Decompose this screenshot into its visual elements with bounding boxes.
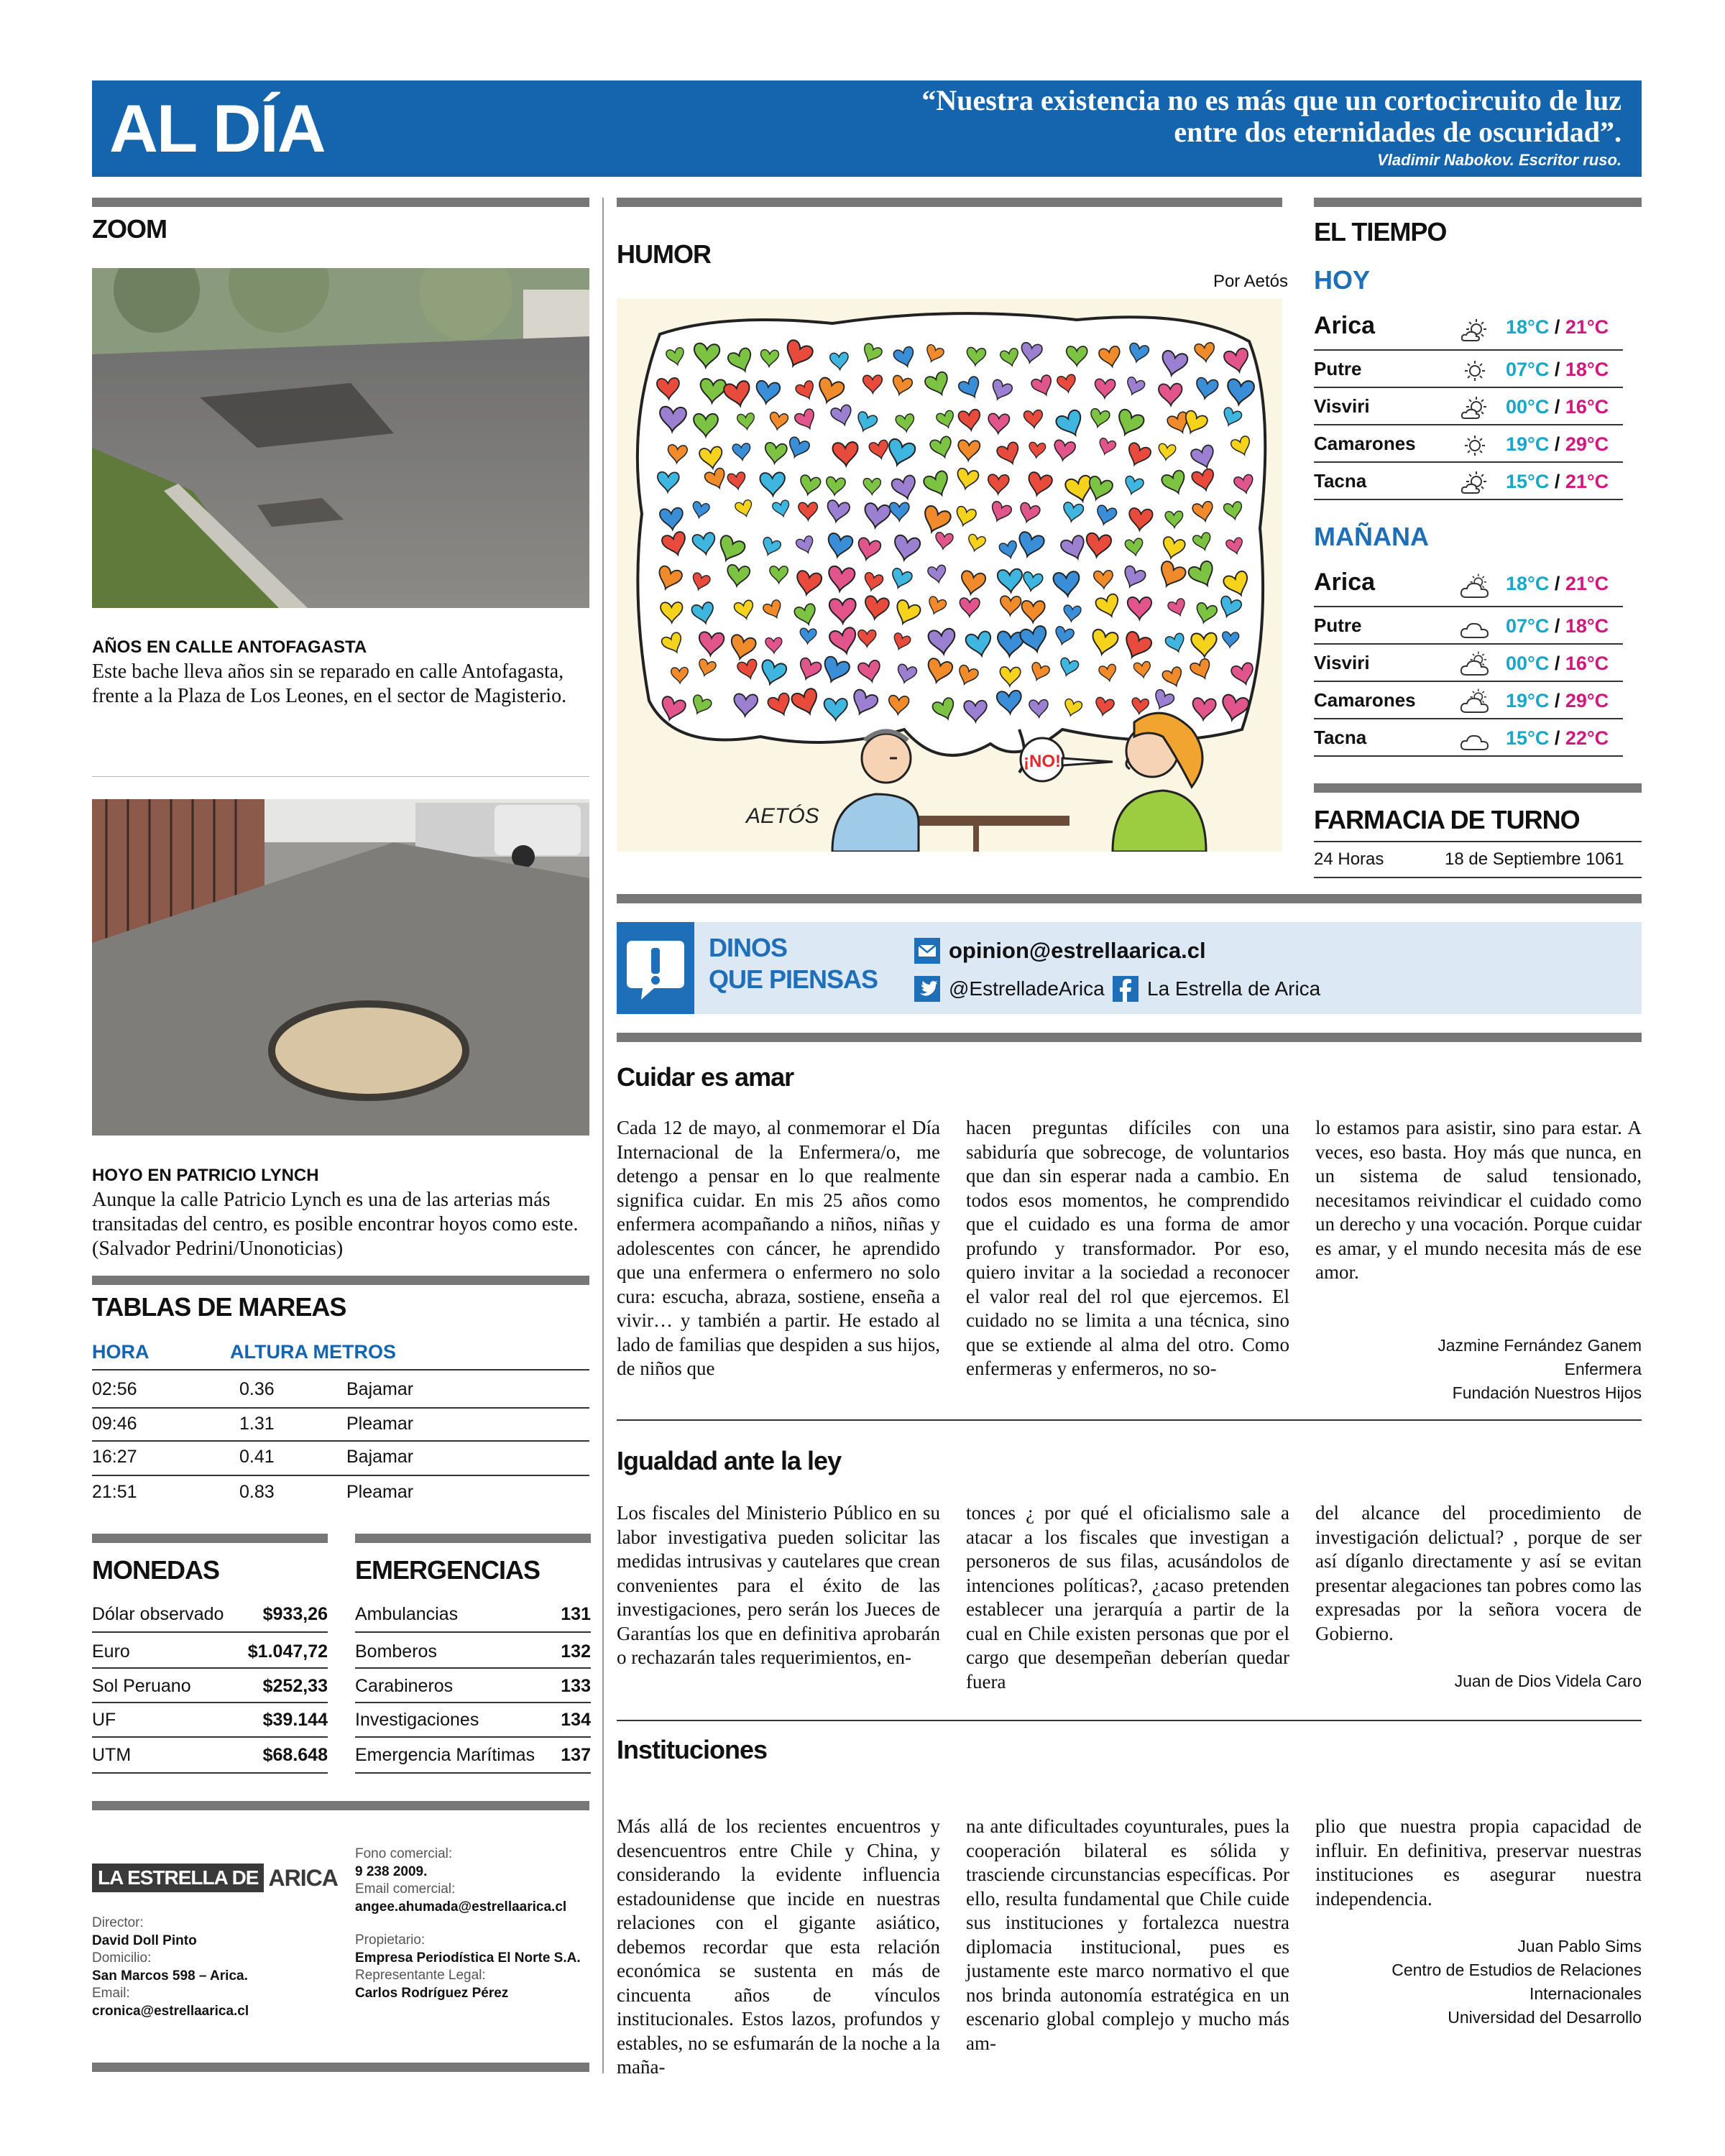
letters-top-bar [617, 1033, 1642, 1042]
divider [1314, 681, 1623, 682]
exclamation-bubble-icon [617, 922, 694, 1014]
cloud-icon [1459, 725, 1491, 754]
email-commercial-value: angee.ahumada@estrellaarica.cl [355, 1899, 567, 1915]
phone-value: 9 238 2009. [355, 1864, 428, 1879]
currency-name: UTM [92, 1745, 132, 1765]
divider [1314, 606, 1623, 607]
owner-label: Propietario: [355, 1932, 426, 1948]
partly-cloudy-icon [1459, 688, 1491, 717]
pharmacy-address: 18 de Septiembre 1061 [1445, 849, 1624, 869]
letter-3-author-org-2: Internacionales [1530, 1984, 1642, 2003]
temp-low: 19°C [1506, 433, 1550, 455]
emergency-number: 137 [561, 1745, 591, 1765]
temp-high: 21°C [1565, 471, 1609, 492]
letter-3-title: Instituciones [617, 1735, 768, 1764]
divider [1314, 877, 1642, 878]
divider [355, 1736, 591, 1738]
tide-type: Bajamar [346, 1379, 414, 1399]
zoom-caption-text-2: Aunque la calle Patricio Lynch es una de las arterias más transitadas del centro, es posible encontrar hoyos como este. (Salvador Pedrini/Unonoticias) [92, 1189, 579, 1260]
letter-1-author-org: Fundación Nuestros Hijos [1452, 1383, 1642, 1402]
emergency-number: 132 [561, 1641, 591, 1662]
divider [1314, 349, 1623, 351]
divider [92, 1772, 328, 1774]
tides-top-bar [92, 1276, 589, 1285]
weather-city: Visviri [1314, 395, 1370, 417]
masthead-top-bar [92, 1801, 589, 1810]
contact-twitter[interactable] [914, 976, 1105, 1002]
currency-row [92, 1676, 328, 1697]
weather-temps: 15°C / 22°C [1506, 727, 1609, 749]
tides-col-height: ALTURA METROS [230, 1341, 396, 1363]
partly-sunny-icon [1459, 394, 1491, 423]
divider [92, 1736, 328, 1738]
zoom-photo-antofagasta [92, 268, 589, 608]
owner-value: Empresa Periodística El Norte S.A. [355, 1950, 581, 1966]
currency-row [92, 1604, 328, 1625]
currency-row [92, 1710, 328, 1731]
address-label: Domicilio: [92, 1950, 152, 1966]
weather-city: Putre [1314, 358, 1362, 379]
letter-1-col-3: lo estamos para asistir, sino para estar. A veces, eso basta. Hoy más que nunca, en un sistema de salud tensionado, necesitamos reivindicar el cuidado como un derecho y una vocación. Porque cuidar es amar, y el mundo necesita más de ese amor. [1315, 1117, 1642, 1283]
letter-1-signature [1315, 1334, 1642, 1405]
letter-2-col-2: tonces ¿ por qué el oficialismo sale a atacar a los fiscales que investigan a personeros de sus filas, acusándolos de intenciones políticas?, ¿acaso pretenden establecer una jerarquía a partir de la cual en Chile existen personas que por el cargo que desempeñan deberían quedar fuera [966, 1502, 1289, 1692]
partly-sunny-icon [1459, 469, 1491, 497]
currencies-title: MONEDAS [92, 1555, 220, 1585]
divider [1314, 387, 1623, 388]
emergency-row [355, 1604, 591, 1625]
weather-city: Camarones [1314, 689, 1416, 711]
divider [92, 1475, 589, 1476]
divider [92, 1407, 589, 1409]
speech-bubble-text: ¡NO! [1024, 752, 1061, 771]
masthead-commercial [355, 1846, 581, 2002]
divider [617, 1720, 1642, 1721]
column-divider [602, 198, 604, 2073]
tide-height: 0.36 [239, 1379, 275, 1399]
temp-low: 00°C [1506, 653, 1550, 674]
emergency-row [355, 1676, 591, 1697]
divider [1314, 424, 1623, 425]
letter-2-signature [1315, 1669, 1642, 1693]
contact-email-text: opinion@estrellaarica.cl [949, 938, 1206, 963]
letter-1-col-1: Cada 12 de mayo, al conmemorar el Día Internacional de la Enfermera/o, me detengo a pensar en lo que realmente significa cuidar. En mis 25 años como enfermera acompañando a niños, niñas y adolescentes con cáncer, he aprendido que una enfermera o enfermero no solo cura: escucha, abraza, sostiene, enseña a vivir… y también a partir. He estado al lado de familias que despiden a sus hijos, de niños que [617, 1117, 940, 1379]
tide-time: 16:27 [92, 1447, 137, 1467]
emergency-name: Carabineros [355, 1676, 454, 1696]
temp-high: 29°C [1565, 690, 1609, 711]
weather-temps: 07°C / 18°C [1506, 615, 1609, 637]
legal-value: Carlos Rodríguez Pérez [355, 1985, 509, 2001]
temp-high: 29°C [1565, 433, 1609, 455]
currency-name: UF [92, 1710, 116, 1730]
divider [92, 1631, 328, 1633]
weather-today-label: HOY [1314, 265, 1371, 295]
letter-3-author-org-1: Centro de Estudios de Relaciones [1392, 1961, 1642, 1979]
pharmacy-hours: 24 Horas [1314, 849, 1384, 869]
zoom-caption-title-2: HOYO EN PATRICIO LYNCH [92, 1166, 319, 1185]
temp-low: 15°C [1506, 471, 1550, 492]
director-name: David Doll Pinto [92, 1932, 197, 1948]
weather-temps: 00°C / 16°C [1506, 653, 1609, 674]
emergency-name: Emergencia Marítimas [355, 1745, 535, 1765]
emergency-name: Bomberos [355, 1641, 437, 1662]
emergency-name: Investigaciones [355, 1710, 479, 1730]
currency-name: Sol Peruano [92, 1676, 191, 1696]
emergency-row [355, 1745, 591, 1766]
partly-cloudy-icon [1459, 650, 1491, 679]
email-label: Email: [92, 1986, 130, 2001]
quote-author: Vladimir Nabokov. Escritor ruso. [1377, 151, 1622, 169]
tide-time: 09:46 [92, 1414, 137, 1434]
letter-1-col-2: hacen preguntas difíciles con una sabiduría que sobrecoge, de voluntarios que dan sin esperar nada a cambio. En todos esos momentos, he comprendido que el cuidado es una forma de amor profundo y transformador. Por eso, quiero invitar a la sociedad a reconocer el valor real del rol que ejercemos. El cuidado no se limita a una técnica, sino que se extiende al alma del otro. Como enfermeras y enfermeros, no so- [966, 1117, 1289, 1379]
letter-3-col-1: Más allá de los recientes encuentros y desencuentros entre Chile y China, y considerando la evidente influencia estadounidense que incide en nuestras relaciones con el gigante asiático, debemos recordar que esta relación económica se sustenta en más de cincuenta años de vínculos institucionales. Estos lazos, profundos y estables, no se esfumarán de la noche a la maña- [617, 1815, 940, 2078]
emergency-number: 133 [561, 1676, 591, 1696]
divider [92, 1440, 589, 1442]
letter-3-col-3: plio que nuestra propia capacidad de influir. En definitiva, preservar nuestras instituciones es asegurar nuestra independencia. [1315, 1815, 1642, 1909]
tide-time: 21:51 [92, 1482, 137, 1502]
humor-top-bar [617, 198, 1282, 207]
sun-icon [1459, 431, 1491, 460]
zoom-top-bar [92, 198, 589, 207]
currency-name: Euro [92, 1641, 130, 1662]
emergencies-title: EMERGENCIAS [355, 1555, 540, 1585]
humor-byline: Por Aetós [1213, 272, 1288, 291]
letter-1-author: Jazmine Fernández Ganem [1438, 1336, 1642, 1355]
contact-facebook[interactable] [1113, 976, 1320, 1002]
temp-high: 16°C [1565, 653, 1609, 674]
letter-1-author-role: Enfermera [1564, 1360, 1642, 1378]
weather-city: Putre [1314, 614, 1362, 636]
partly-sunny-icon [1459, 316, 1491, 345]
divider [617, 1419, 1642, 1421]
currency-value: $933,26 [262, 1604, 328, 1624]
tides-col-hour: HORA [92, 1341, 150, 1363]
weather-temps: 18°C / 21°C [1506, 573, 1609, 594]
weather-temps: 18°C / 21°C [1506, 316, 1609, 338]
letter-2-author: Juan de Dios Videla Caro [1454, 1672, 1642, 1690]
quote-line-2: entre dos eternidades de oscuridad”. [1174, 116, 1622, 148]
divider [92, 1702, 328, 1703]
currency-row [92, 1641, 328, 1662]
contact-box [617, 922, 1642, 1014]
divider [355, 1702, 591, 1703]
divider [1314, 755, 1623, 757]
emergency-row [355, 1641, 591, 1662]
currency-name: Dólar observado [92, 1604, 224, 1624]
weather-city: Tacna [1314, 727, 1367, 748]
temp-low: 07°C [1506, 359, 1550, 380]
divider [92, 776, 589, 777]
divider [1314, 841, 1642, 842]
cartoon-signature: AETÓS [746, 804, 819, 828]
temp-high: 18°C [1565, 359, 1609, 380]
zoom-caption-text-1: Este bache lleva años sin se reparado en calle Antofagasta, frente a la Plaza de Los Leones, en el sector de Magisterio. [92, 660, 567, 707]
weather-city: Visviri [1314, 652, 1370, 673]
email-commercial-label: Email comercial: [355, 1881, 456, 1897]
currencies-top-bar [92, 1534, 328, 1543]
letter-3-author: Juan Pablo Sims [1517, 1937, 1642, 1955]
tide-height: 1.31 [239, 1414, 275, 1434]
contact-email[interactable] [914, 938, 1206, 964]
currency-value: $68.648 [262, 1745, 328, 1765]
contact-icon-block [617, 922, 694, 1014]
weather-temps: 00°C / 16°C [1506, 396, 1609, 418]
weather-tomorrow-label: MAÑANA [1314, 522, 1429, 551]
temp-high: 18°C [1565, 615, 1609, 637]
weather-temps: 15°C / 21°C [1506, 471, 1609, 492]
logo-left: LA ESTRELLA DE [92, 1864, 264, 1892]
letter-1-title: Cuidar es amar [617, 1062, 794, 1092]
divider [1314, 461, 1623, 463]
contact-title-line-1: DINOS [709, 933, 788, 962]
weather-top-bar [1314, 198, 1642, 207]
tide-time: 02:56 [92, 1379, 137, 1399]
divider [355, 1631, 591, 1633]
divider [355, 1667, 591, 1669]
currency-value: $252,33 [262, 1676, 328, 1696]
masthead-bottom-bar [92, 2063, 589, 2072]
weather-city: Arica [1314, 568, 1376, 596]
partly-cloudy-icon [1459, 573, 1491, 602]
tides-title: TABLAS DE MAREAS [92, 1292, 346, 1322]
temp-low: 00°C [1506, 396, 1550, 418]
divider [92, 1667, 328, 1669]
email-value: cronica@estrellaarica.cl [92, 2003, 249, 2019]
zoom-title: ZOOM [92, 214, 167, 244]
temp-high: 21°C [1565, 573, 1609, 594]
weather-city: Arica [1314, 312, 1376, 339]
divider [1314, 718, 1623, 719]
weather-temps: 19°C / 29°C [1506, 433, 1609, 455]
contact-twitter-text: @EstrelladeArica [949, 977, 1105, 1000]
weather-city: Tacna [1314, 470, 1367, 492]
newspaper-logo [92, 1863, 338, 1893]
quote-line-1: “Nuestra existencia no es más que un cortocircuito de luz [921, 84, 1622, 116]
tide-height: 0.83 [239, 1482, 275, 1502]
emergencies-top-bar [355, 1534, 591, 1543]
tide-type: Pleamar [346, 1482, 414, 1502]
divider [1314, 643, 1623, 645]
temp-low: 18°C [1506, 316, 1550, 338]
temp-high: 21°C [1565, 316, 1609, 338]
humor-title: HUMOR [617, 239, 711, 269]
currency-value: $39.144 [262, 1710, 328, 1730]
phone-label: Fono comercial: [355, 1846, 453, 1861]
weather-temps: 07°C / 18°C [1506, 359, 1609, 380]
currency-row [92, 1745, 328, 1766]
humor-cartoon [617, 298, 1282, 852]
tide-type: Pleamar [346, 1414, 414, 1434]
letter-3-author-org-3: Universidad del Desarrollo [1448, 2008, 1642, 2027]
emergency-number: 131 [561, 1604, 591, 1624]
masthead-staff [92, 1915, 249, 2020]
emergency-name: Ambulancias [355, 1604, 459, 1624]
weather-title: EL TIEMPO [1314, 217, 1447, 247]
zoom-caption-title-1: AÑOS EN CALLE ANTOFAGASTA [92, 637, 367, 657]
divider [92, 1369, 589, 1370]
letter-2-col-3: del alcance del procedimiento de investigación delictual? , porque de ser así díganlo directamente y así se evitan presentar alegaciones tan pobres como las expresadas por la señora vocera de Gobierno. [1315, 1502, 1642, 1644]
weather-temps: 19°C / 29°C [1506, 690, 1609, 711]
divider [1314, 499, 1623, 500]
letter-2-col-1: Los fiscales del Ministerio Público en su labor investigativa pueden solicitar las medidas intrusivas y cautelares que crean convenientes para el éxito de las investigaciones, pero serán los Jueces de Garantías los que en definitiva aprobarán o rechazarán tales requerimientos, en- [617, 1502, 940, 1668]
pharmacy-top-bar [1314, 783, 1642, 793]
pharmacy-title: FARMACIA DE TURNO [1314, 805, 1580, 834]
letter-3-signature [1315, 1935, 1642, 2030]
emergency-number: 134 [561, 1710, 591, 1730]
divider [355, 1772, 591, 1774]
cloud-icon [1459, 613, 1491, 642]
section-header [92, 80, 1642, 177]
temp-low: 19°C [1506, 690, 1550, 711]
twitter-icon [914, 976, 940, 1002]
temp-low: 18°C [1506, 573, 1550, 594]
letter-3-col-2: na ante dificultades coyunturales, pues la cooperación bilateral es sólida y trasciende circunstancias específicas. Por ello, resulta fundamental que Chile cuide sus instituciones y fortalezca nuestra diplomacia institucional, pues es justamente este marco normativo el que nos brinda autonomía estratégica en un escenario global complejo y mucho más am- [966, 1815, 1289, 2054]
facebook-icon [1113, 976, 1138, 1002]
sun-icon [1459, 356, 1491, 385]
temp-high: 22°C [1565, 727, 1609, 749]
email-icon [914, 938, 940, 964]
letter-2-title: Igualdad ante la ley [617, 1446, 842, 1475]
logo-right: ARICA [268, 1864, 338, 1891]
temp-low: 15°C [1506, 727, 1550, 749]
contact-title [709, 932, 878, 995]
address-value: San Marcos 598 – Arica. [92, 1968, 248, 1984]
temp-low: 07°C [1506, 615, 1550, 637]
weather-city: Camarones [1314, 433, 1416, 454]
tide-height: 0.41 [239, 1447, 275, 1467]
tide-type: Bajamar [346, 1447, 414, 1467]
zoom-photo-patricio-lynch [92, 799, 589, 1135]
contact-facebook-text: La Estrella de Arica [1147, 977, 1321, 1000]
contact-top-bar [617, 894, 1642, 903]
temp-high: 16°C [1565, 396, 1609, 418]
legal-label: Representante Legal: [355, 1968, 486, 1983]
emergency-row [355, 1710, 591, 1731]
contact-title-line-2: QUE PIENSAS [709, 964, 878, 994]
currency-value: $1.047,72 [247, 1641, 328, 1662]
header-quote [759, 85, 1622, 148]
section-title: AL DÍA [109, 91, 325, 166]
director-label: Director: [92, 1915, 144, 1930]
